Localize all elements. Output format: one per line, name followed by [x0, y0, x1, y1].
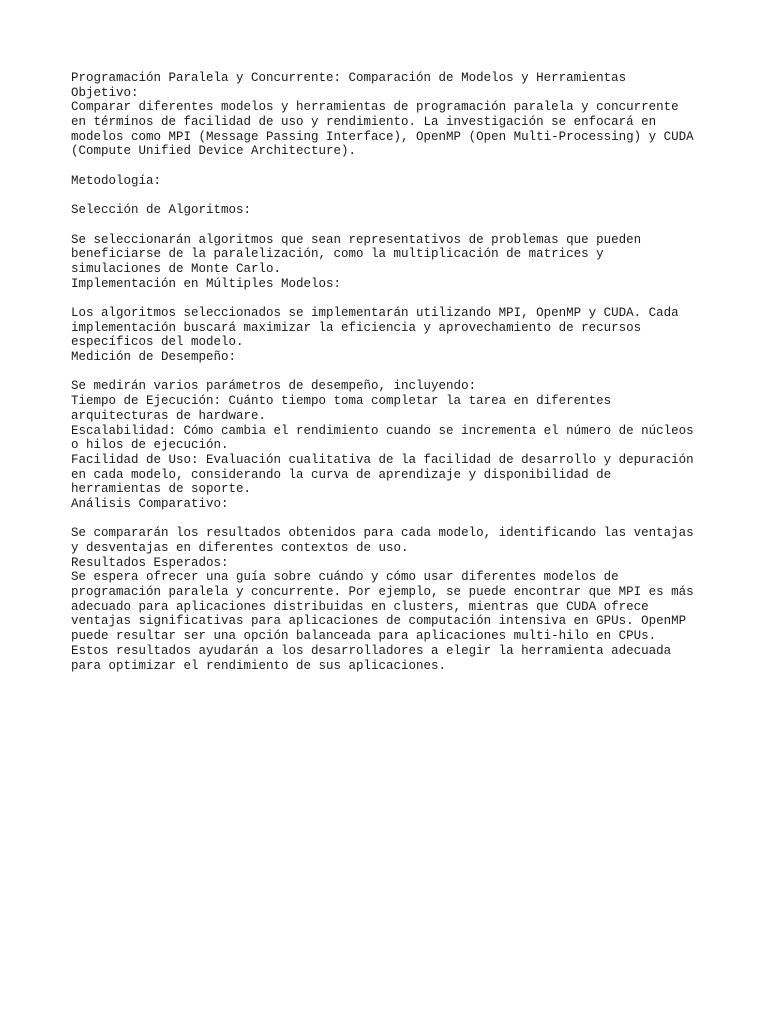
text-line: implementación buscará maximizar la eficiencia y aprovechamiento de recursos [71, 320, 642, 335]
text-line: arquitecturas de hardware. [71, 408, 267, 423]
blank-line [71, 159, 731, 174]
document-page [71, 71, 731, 673]
text-line: Se espera ofrecer una guía sobre cuándo y cómo usar diferentes modelos de [71, 570, 619, 585]
text-line: modelos como MPI (Message Passing Interface), OpenMP (Open Multi-Processing) y CUDA [71, 129, 694, 144]
text-line: Escalabilidad: Cómo cambia el rendimiento cuando se incrementa el número de núcleos [71, 423, 694, 438]
blank-line [71, 365, 731, 380]
blank-line [71, 189, 731, 204]
text-line: Selección de Algoritmos: [71, 203, 252, 218]
text-line: Metodología: [71, 173, 162, 188]
text-line: simulaciones de Monte Carlo. [71, 261, 282, 276]
text-line: o hilos de ejecución. [71, 438, 229, 453]
text-line: Se seleccionarán algoritmos que sean representativos de problemas que pueden [71, 232, 642, 247]
text-line: y desventajas en diferentes contextos de uso. [71, 541, 409, 555]
text-line: Estos resultados ayudarán a los desarrolladores a elegir la herramienta adecuada [71, 643, 672, 658]
text-line: para optimizar el rendimiento de sus aplicaciones. [71, 658, 447, 673]
text-line: específicos del modelo. [71, 335, 244, 350]
text-line: Se compararán los resultados obtenidos para cada modelo, identificando las ventajas [71, 526, 694, 541]
text-line: adecuado para aplicaciones distribuidas en clusters, mientras que CUDA ofrece [71, 599, 649, 614]
text-line: Análisis Comparativo: [71, 496, 229, 511]
text-line: Se medirán varios parámetros de desempeño, incluyendo: [71, 379, 477, 394]
text-line: Comparar diferentes modelos y herramientas de programación paralela y concurrente [71, 100, 679, 115]
blank-line [71, 291, 731, 306]
text-line: programación paralela y concurrente. Por ejemplo, se puede encontrar que MPI es más [71, 585, 694, 600]
blank-line [71, 218, 731, 233]
text-line: Programación Paralela y Concurrente: Comparación de Modelos y Herramientas [71, 71, 627, 85]
text-line: Medición de Desempeño: [71, 350, 237, 365]
text-line: puede resultar ser una opción balanceada para aplicaciones multi-hilo en CPUs. [71, 629, 657, 644]
document-body [71, 71, 731, 673]
blank-line [71, 512, 731, 527]
text-line: en términos de facilidad de uso y rendimiento. La investigación se enfocará en [71, 115, 657, 130]
text-line: Objetivo: [71, 85, 139, 100]
text-line: en cada modelo, considerando la curva de aprendizaje y disponibilidad de [71, 467, 612, 482]
text-line: (Compute Unified Device Architecture). [71, 144, 357, 159]
text-line: Tiempo de Ejecución: Cuánto tiempo toma completar la tarea en diferentes [71, 394, 612, 409]
text-line: beneficiarse de la paralelización, como la multiplicación de matrices y [71, 247, 604, 262]
text-line: Implementación en Múltiples Modelos: [71, 276, 342, 291]
text-line: Facilidad de Uso: Evaluación cualitativa de la facilidad de desarrollo y depuración [71, 452, 694, 467]
text-line: ventajas significativas para aplicaciones de computación intensiva en GPUs. OpenMP [71, 614, 687, 629]
text-line: herramientas de soporte. [71, 482, 252, 497]
text-line: Los algoritmos seleccionados se implementarán utilizando MPI, OpenMP y CUDA. Cada [71, 306, 679, 320]
text-line: Resultados Esperados: [71, 555, 229, 570]
